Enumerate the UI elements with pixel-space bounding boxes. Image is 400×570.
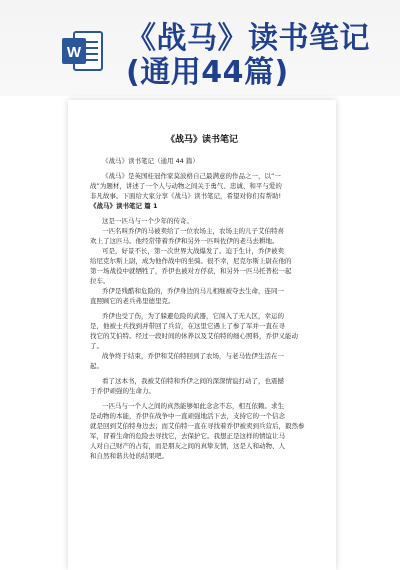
- text-line: 就是回到艾伯特身边去；而艾伯特一直在寻找着乔伊被卖到兵营后，毅然参: [90, 422, 305, 430]
- document-page: [68, 100, 336, 570]
- text-line: 起。: [90, 362, 103, 370]
- text-line: 和自然和谐共处的结果吧。: [90, 452, 168, 460]
- text-line: 了。: [90, 342, 103, 350]
- text-line: 给尼克尔斯上尉，成为他作战中的坐骑。很不幸，尼克尔斯上尉在他的: [90, 257, 292, 265]
- text-line: 第一场战役中就牺牲了，乔伊也被对方俘获，和另外一匹马托普松一起: [90, 267, 292, 275]
- text-line: 非凡故事。下面给大家分享《战马》读书笔记，希望对你们有帮助!: [90, 192, 282, 200]
- header-banner: [0, 0, 400, 96]
- text-line: 找它的艾伯特。经过一段时间的休养以及艾伯特的细心照料，乔伊又能动: [90, 332, 298, 340]
- text-line: 欢上了这匹马。他经常带着乔伊和另外一匹叫佐伊的老马去耕地。: [90, 237, 279, 245]
- text-line: 是动物的本能，乔伊在战争中一直顽强地活下去，支持它的一个信念: [90, 412, 285, 420]
- page-title-line-2: (通用44篇): [126, 55, 289, 90]
- page-title-line-1: 《战马》读书笔记: [126, 21, 370, 56]
- text-line: 可是，好景不长，第一次世界大战爆发了。迫于生计，乔伊被卖: [102, 247, 284, 255]
- text-line: 《战马》是英国桂冠作家莫波格自己最满意的作品之一，以“一: [102, 172, 281, 180]
- text-line: 一匹名叫乔伊的马被卖给了一位农场主，农场主的儿子艾伯特喜: [102, 227, 284, 235]
- text-line: 直照顾它的老兵弗里德里克。: [90, 297, 175, 305]
- text-line: 一匹马与一个人之间的真然能够如此念念不忘，相互依赖。求生: [102, 402, 284, 410]
- svg-text:W: W: [66, 44, 82, 61]
- text-line: 人对自己财产的占有，而是朋友之间的真挚友情，这是人和动物、人: [90, 442, 285, 450]
- text-line: 军，冒着生命的危险去寻找它，去保护它。我想正是这样的情谊让马: [90, 432, 285, 440]
- page-title: [126, 22, 394, 90]
- text-line: 看了这本书，我被艾伯特和乔伊之间的深深情谊打动了，也震撼: [102, 377, 284, 385]
- text-line: 《战马》读书笔记（通用 44 篇）: [102, 157, 199, 165]
- text-line: 战争终于结束，乔伊和艾伯特回到了农场，与老马佐伊生活在一: [102, 352, 284, 360]
- text-line: 这是一匹马与一个少年的传奇。: [102, 217, 193, 225]
- text-line: 于乔伊顽强的生命力。: [90, 387, 155, 395]
- text-line: 拉车。: [90, 277, 110, 285]
- document-body: [90, 156, 314, 461]
- section-heading: 《战马》读书笔记 篇 1: [90, 202, 158, 210]
- document-title: 《战马》读书笔记: [165, 135, 238, 145]
- text-line: 乔伊也受了伤，为了躲避危险的武器，它闯入了无人区，幸运的: [102, 312, 284, 320]
- text-line: 是，他被士兵找到并带回了兵营，在这里它遇上了参了军并一直在寻: [90, 322, 285, 330]
- text-line: 战”为题材，讲述了一个人与动物之间关于勇气、忠诚、和平与爱的: [90, 182, 282, 190]
- text-line: 乔伊是残酷和危险的，乔伊身边的马儿相继被夺去生命，连同一: [102, 287, 284, 295]
- word-document-icon: [60, 28, 106, 74]
